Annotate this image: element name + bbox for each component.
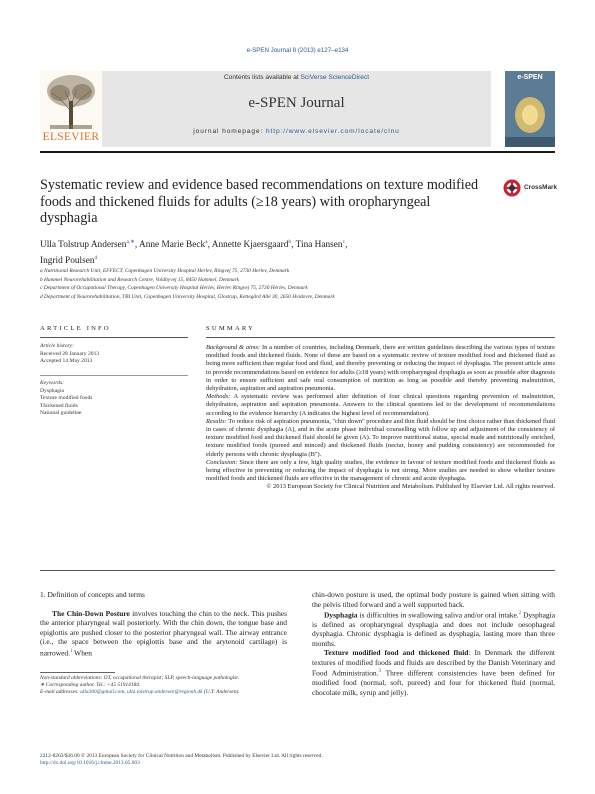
abstract-background: [206, 344, 555, 393]
author-affiliation-marker[interactable]: d: [94, 255, 98, 262]
article-info-heading: ARTICLE INFO: [40, 325, 111, 332]
results-text: To reduce risk of aspiration pneumonia, "chin down" procedure and thin fluid should be first choice rather than thickened fluid in cases of chronic dysphagia (A), and in the acute phase individual counselling with follow up and adjustment of the consistency of texture modified food and thickened fluid should be given (A). To improve nutritional status, special made and nutritionally enriched, texture modified foods (pureed and minced) and thickened fluids (nectar, honey and pudding consistency) are recommended for elderly persons with chronic dysphagia (B").: [206, 417, 555, 458]
keyword: Dysphagia: [40, 387, 64, 394]
contents-prefix: Contents lists available at: [223, 74, 301, 81]
reference-link[interactable]: 2: [518, 611, 522, 616]
results-label: Results:: [206, 417, 227, 425]
email-tail: (U.T. Andersen).: [202, 689, 240, 696]
author-affiliation-marker[interactable]: b: [288, 239, 292, 245]
abstract-conclusion: [206, 459, 555, 484]
affiliation-a: a Nutritional Research Unit, EFFECT, Copenhagen University Hospital Herlev, Ringvej 75, 2730 Herlev, Denmark: [40, 268, 290, 274]
keyword: National guideline: [40, 410, 82, 417]
methods-text: A systematic review was performed after definition of four clinical questions regarding prevention of malnutrition, dehydration, aspiration and aspiration pneumonia. Answers to the clinical questions led to the development of recommendations according to the evidence hierarchy (A indicates the highest level of recommendation).: [206, 393, 555, 417]
chin-down-tail: When: [72, 647, 92, 657]
article-title: Systematic review and evidence based recommendations on texture modified foods and thickened fluids for adults (≥18 years) with oropharyngeal dysphagia: [40, 177, 479, 226]
homepage-link[interactable]: http://www.elsevier.com/locate/clnu: [265, 128, 400, 135]
header-rule: [40, 151, 555, 153]
keywords-label: Keywords:: [40, 380, 65, 386]
body-column-left: [40, 590, 287, 657]
journal-homepage: [102, 128, 491, 135]
cover-title: e-SPEN: [517, 74, 543, 81]
corresponding-author-footnote: ∗ Corresponding author. Tel.: +45 51914184.: [40, 682, 141, 689]
abstract: [206, 344, 555, 492]
contents-line: [102, 74, 491, 81]
journal-header-box: [102, 71, 491, 147]
chin-down-term: The Chin-Down Posture: [52, 608, 130, 618]
elsevier-wordmark: ELSEVIER: [42, 131, 100, 143]
crossmark-label: CrossMark: [524, 184, 558, 191]
abstract-results: [206, 418, 555, 459]
issn-line: 2212-8263/$36.00 © 2013 European Society for Clinical Nutrition and Metabolism. Published by Elsevier Ltd. All rights reserved.: [40, 753, 323, 759]
affiliation-c: c Department of Occupational Therapy, Copenhagen University Hospital Herlev, Herlev Ringvej 75, 2730 Herlev, Denmark: [40, 285, 308, 291]
email-label: E-mail addresses:: [40, 689, 81, 696]
texture-paragraph: [312, 648, 555, 697]
author-separator: ,: [345, 240, 348, 251]
chin-down-text: involves touching the chin to the neck. This pushes the anterior pharyngeal wall posteriorly. With the chin down, the tongue base and epiglottis are pushed closer to the posterior pharyngeal wall. The airway entrance (i.e., the space between the epiglottis base and the arytenoid cartilage) is narrowed.: [40, 608, 288, 657]
tree-icon: [40, 71, 102, 131]
accepted-date: Accepted 14 May 2013: [40, 358, 93, 365]
keyword: Thickened fluids: [40, 402, 78, 409]
crossmark-badge[interactable]: [503, 179, 558, 197]
email-footnote: [40, 689, 287, 696]
received-date: Received 28 January 2013: [40, 350, 100, 357]
author-list: [40, 236, 540, 268]
footnote-rule: [40, 672, 115, 673]
author-affiliation-marker[interactable]: c: [342, 239, 346, 245]
summary-heading: SUMMARY: [206, 325, 256, 332]
affiliations: [40, 267, 540, 301]
journal-title: e-SPEN Journal: [248, 95, 345, 111]
crossmark-icon: [503, 179, 521, 197]
body-rule: [40, 570, 555, 571]
email-link[interactable]: ulla.tolstrup.andersen@regionh.dk: [126, 689, 203, 696]
abstract-methods: [206, 393, 555, 418]
conclusion-label: Conclusion:: [206, 458, 238, 466]
chin-down-continued: chin-down posture is used, the optimal body posture is gained when sitting with the pelvis tilted forward and a well supported back.: [312, 590, 555, 609]
journal-reference: e-SPEN Journal 8 (2013) e127–e134: [246, 47, 349, 54]
homepage-prefix: journal homepage:: [193, 128, 266, 135]
page-footer: [40, 753, 555, 767]
dysphagia-paragraph: [312, 609, 555, 648]
author-separator: ,: [207, 240, 212, 251]
abstract-copyright: © 2013 European Society for Clinical Nutrition and Metabolism. Published by Elsevier Ltd. All rights reserved.: [266, 483, 555, 491]
chin-down-paragraph: [40, 609, 287, 658]
cover-graphic-icon: [505, 71, 555, 147]
methods-label: Methods:: [206, 393, 231, 401]
author-affiliation-marker[interactable]: a,∗: [126, 239, 135, 245]
author-separator: ,: [291, 240, 296, 251]
author-affiliation-marker[interactable]: a: [205, 239, 208, 245]
background-text: In a number of countries, including Denmark, there are written guidelines describing the various types of texture modified foods and thickened fluids. None of these are based on a systematic review of texture modified food and thickened fluid as being more sufficient than regular food and fluid, and thereby preventing or reducing the impact of dysphagia. The present article aims to provide recommendations based on evidence for adults (≥18 years) with oropharyngeal dysphagia as soon as possible after diagnosis in order to ensure sufficient and safe oral consumption of nutrition as long as possible and thereby preventing malnutrition, dehydration, aspiration and aspiration pneumonia.: [206, 344, 555, 393]
texture-tail: Three different consistencies have been defined for modified food (normal, soft, pureed) and four for thickened fluid (normal, chocolate milk, syrup and jelly).: [312, 668, 555, 697]
reference-link[interactable]: 1: [69, 648, 73, 654]
affiliation-d: d Department of Neurorehabilitation, TBI Unit, Copenhagen University Hospital, Glostrup, Kettegård Allé 30, 2650 Hvidovre, Denmark: [40, 293, 335, 300]
footnotes: [40, 675, 287, 697]
dysphagia-tail: Dysphagia is defined as oropharyngeal dysphagia and does not include oesophageal dysphagia. Chronic dysphagia is defined as dysphagia, lasting more than three months.: [312, 610, 555, 648]
dysphagia-text: is difficulties in swallowing saliva and/or oral intake.: [357, 610, 519, 620]
body-column-right: [312, 590, 555, 697]
summary-rule: [206, 337, 555, 338]
email-link[interactable]: ulla300@gmail.com: [80, 689, 125, 696]
background-label: Background & aims:: [206, 344, 261, 351]
keyword: Texture modified foods: [40, 395, 93, 402]
texture-term: Texture modified food and thickened fluid: [324, 648, 469, 658]
keywords-block: [40, 380, 188, 418]
journal-cover-thumbnail: [505, 71, 555, 147]
abbreviations-footnote: Non-standard abbreviations: OT, occupational therapist; SLP, speech-language pathologist.: [40, 675, 240, 681]
dysphagia-term: Dysphagia: [324, 610, 358, 620]
reference-link[interactable]: 3: [378, 669, 381, 675]
author-name[interactable]: Annette Kjaersgaard: [211, 240, 289, 251]
history-label: Article history:: [40, 343, 75, 349]
sciencedirect-link[interactable]: SciVerse ScienceDirect: [300, 74, 370, 81]
texture-text: : In Denmark the different textures of modified foods and fluids are described by the Danish Veterinary and Food Administration.: [312, 648, 555, 678]
conclusion-text: Since there are only a few, high quality studies, the evidence in favour of texture modified foods and thickened fluids as being effective in preventing or reducing the impact of dysphagia is not strong. More studies are needed to show whether texture modified foods and thickened fluids are effective in the management of chronic and acute dysphagia.: [206, 458, 555, 483]
article-info-rule: [40, 337, 188, 338]
email-separator: ,: [124, 689, 127, 696]
author-name[interactable]: Ulla Tolstrup Andersen: [40, 240, 127, 251]
author-separator: ,: [134, 240, 140, 251]
doi-link[interactable]: http://dx.doi.org/10.1016/j.clnme.2013.05.003: [40, 760, 140, 767]
author-name[interactable]: Anne Marie Beck: [139, 240, 206, 251]
keywords-rule: [40, 375, 188, 376]
author-name[interactable]: Tina Hansen: [295, 240, 343, 251]
author-name[interactable]: Ingrid Poulsen: [40, 256, 95, 267]
affiliation-b: b Hammel Neurorehabilitation and Research Centre, Voldbyvej 15, 8450 Hammel, Denmark: [40, 276, 240, 283]
section-heading: 1. Definition of concepts and terms: [40, 590, 145, 599]
article-history: [40, 343, 188, 366]
